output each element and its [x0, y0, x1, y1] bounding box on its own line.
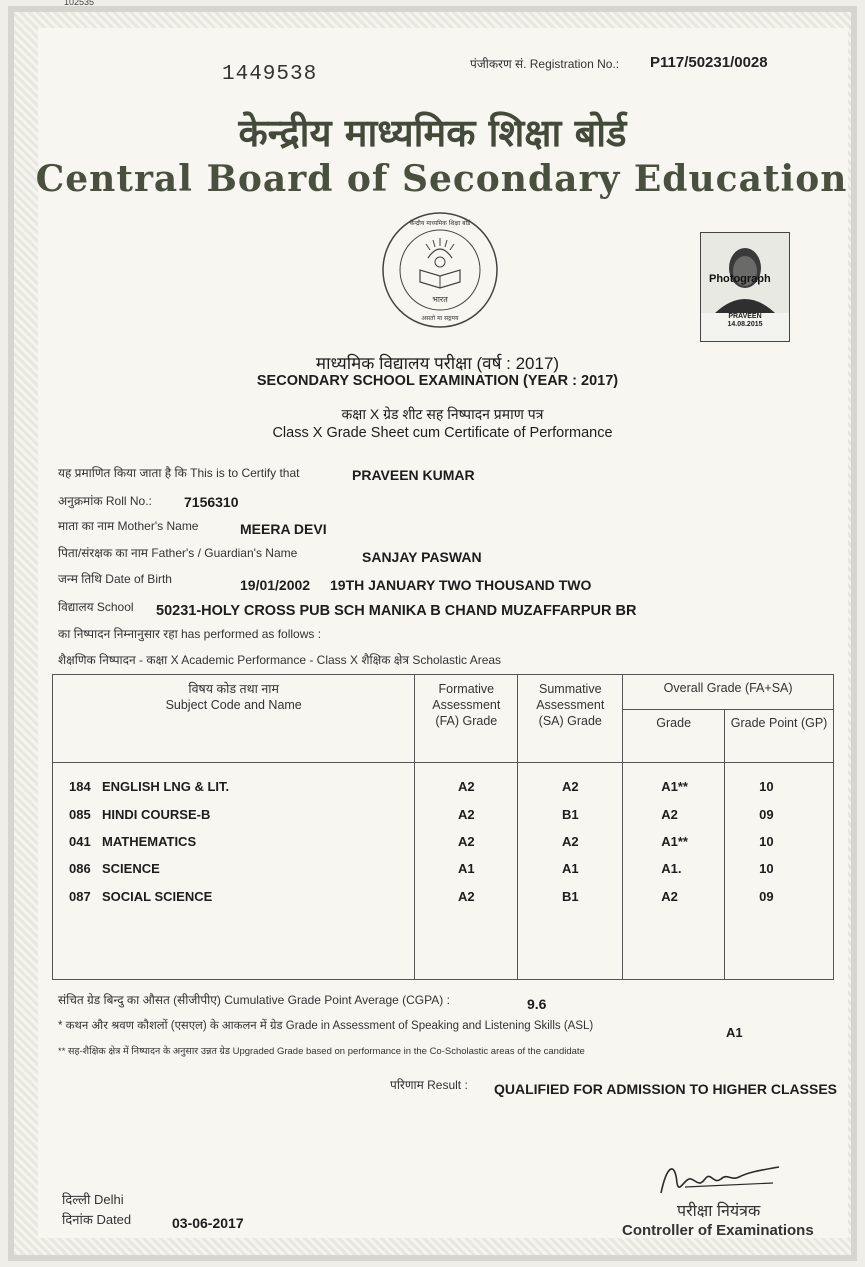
subject-header-hindi: विषय कोड तथा नाम	[188, 682, 279, 696]
registration-number: P117/50231/0028	[650, 54, 768, 71]
mother-name: MEERA DEVI	[240, 521, 327, 537]
sa-grade-cell	[518, 882, 623, 910]
sa-grade-cell	[518, 772, 623, 800]
grade-header: Grade	[623, 710, 725, 763]
subject-code-cell	[53, 800, 415, 828]
place-block	[62, 1190, 124, 1208]
fa-grade-cell	[415, 772, 518, 800]
grade-point: 10	[759, 778, 774, 794]
grade-row	[53, 882, 834, 910]
subject-code: 085	[69, 806, 91, 822]
empty-cell	[518, 910, 623, 979]
empty-cell	[53, 762, 415, 772]
grade-row	[53, 828, 834, 854]
overall-grade-cell	[623, 854, 725, 882]
empty-cell	[725, 910, 834, 979]
controller-title-english: Controller of Examinations	[622, 1222, 814, 1239]
cbse-seal-icon	[380, 210, 500, 330]
certificate-title-hindi: कक्षा X ग्रेड शीट सह निष्पादन प्रमाण पत्र	[341, 406, 544, 422]
subject-code: 184	[69, 778, 91, 794]
sa-grade: A2	[561, 833, 579, 849]
certify-label: यह प्रमाणित किया जाता है कि This is to Certify that	[58, 466, 300, 480]
grade-row	[53, 800, 834, 828]
roll-label: अनुक्रमांक Roll No.:	[58, 494, 152, 508]
grade-row	[53, 854, 834, 882]
result-label: परिणाम Result :	[390, 1078, 468, 1092]
sa-grade-cell	[518, 800, 623, 828]
subject-name: SOCIAL SCIENCE	[102, 888, 213, 904]
overall-header: Overall Grade (FA+SA)	[623, 675, 834, 710]
subject-code: 087	[69, 888, 91, 904]
cgpa-label: संचित ग्रेड बिन्दु का औसत (सीजीपीए) Cumulative Grade Point Average (CGPA) :	[58, 993, 450, 1007]
empty-cell	[518, 762, 623, 772]
overall-grade-cell	[623, 828, 725, 854]
table-filler-row	[53, 910, 834, 979]
certificate-title-english: Class X Grade Sheet cum Certificate of Performance	[272, 425, 613, 441]
subject-code-cell	[53, 772, 415, 800]
overall-grade-cell	[623, 772, 725, 800]
fa-grade-cell	[415, 800, 518, 828]
school-label: विद्यालय School	[58, 600, 134, 614]
sa-header: Summative Assessment (SA) Grade	[518, 675, 623, 763]
grades-body	[53, 762, 834, 979]
grade-row	[53, 772, 834, 800]
photo-date: 14.08.2015	[727, 321, 763, 328]
controller-signature-icon	[655, 1155, 785, 1203]
empty-cell	[623, 762, 725, 772]
grade-point: 10	[759, 833, 774, 849]
sa-grade: A2	[561, 778, 579, 794]
result-value: QUALIFIED FOR ADMISSION TO HIGHER CLASSES	[494, 1081, 838, 1097]
father-label: पिता/संरक्षक का नाम Father's / Guardian's Name	[58, 546, 298, 560]
registration-label: पंजीकरण सं. Registration No.:	[470, 57, 620, 71]
fa-header: Formative Assessment (FA) Grade	[415, 675, 518, 763]
grade-point-cell	[725, 828, 834, 854]
grades-table	[52, 674, 834, 980]
sa-grade: A1	[561, 860, 579, 876]
upgraded-grade-note: ** सह-शैक्षिक क्षेत्र में निष्पादन के अनुसार उन्नत ग्रेड Upgraded Grade based on performance in the Co-Scholastic areas of the candidate	[58, 1046, 585, 1057]
fa-grade-cell	[415, 882, 518, 910]
gp-header: Grade Point (GP)	[725, 710, 834, 763]
fa-grade: A2	[458, 888, 475, 904]
place-english: Delhi	[93, 1192, 124, 1207]
fa-grade: A2	[458, 778, 475, 794]
cgpa-value: 9.6	[527, 996, 547, 1012]
performed-label: का निष्पादन निम्नानुसार रहा has performed as follows :	[58, 627, 322, 641]
grade-point: 09	[759, 806, 774, 822]
overall-grade: A1**	[661, 778, 688, 794]
subject-code: 041	[69, 833, 91, 849]
sa-grade-cell	[518, 854, 623, 882]
top-code: 102535	[64, 0, 95, 7]
subject-code: 086	[69, 860, 91, 876]
subject-name: HINDI COURSE-B	[102, 806, 211, 822]
table-spacer-row	[53, 762, 834, 772]
board-title-english: Central Board of Secondary Education	[35, 158, 848, 200]
overall-grade: A2	[661, 806, 678, 822]
photo-caption	[701, 313, 789, 329]
seal-center-text: भारत	[432, 295, 448, 304]
dob-label: जन्म तिथि Date of Birth	[58, 572, 172, 586]
seal-bottom-text: असतो मा सद्गमय	[421, 315, 459, 322]
empty-cell	[53, 910, 415, 979]
empty-cell	[415, 910, 518, 979]
empty-cell	[623, 910, 725, 979]
board-title-hindi: केन्द्रीय माध्यमिक शिक्षा बोर्ड	[238, 110, 627, 155]
overall-grade: A2	[661, 888, 678, 904]
photo-name: PRAVEEN	[728, 313, 762, 320]
place-hindi: दिल्ली	[62, 1192, 91, 1207]
academic-heading: शैक्षणिक निष्पादन - कक्षा X Academic Performance - Class X शैक्षिक क्षेत्र Scholastic Areas	[58, 653, 502, 667]
controller-title-hindi: परीक्षा नियंत्रक	[677, 1203, 761, 1220]
sa-grade: B1	[561, 888, 579, 904]
subject-code-cell	[53, 828, 415, 854]
empty-cell	[415, 762, 518, 772]
subject-code-cell	[53, 882, 415, 910]
grade-point-cell	[725, 854, 834, 882]
fa-grade: A1	[458, 860, 475, 876]
dob-value: 19/01/2002	[240, 577, 311, 593]
grade-point-cell	[725, 772, 834, 800]
photo-watermark: Photograph	[709, 273, 771, 285]
dated-label: दिनांक Dated	[62, 1212, 132, 1227]
overall-grade: A1.	[661, 860, 682, 876]
serial-number: 1449538	[222, 63, 318, 86]
grade-point: 10	[759, 860, 774, 876]
overall-grade: A1**	[661, 833, 688, 849]
dob-words: 19TH JANUARY TWO THOUSAND TWO	[330, 577, 592, 593]
sa-grade-cell	[518, 828, 623, 854]
asl-value: A1	[726, 1025, 743, 1040]
grade-point-cell	[725, 882, 834, 910]
exam-title-hindi: माध्यमिक विद्यालय परीक्षा (वर्ष : 2017)	[315, 354, 560, 373]
fa-grade: A2	[458, 833, 475, 849]
subject-name: SCIENCE	[102, 860, 160, 876]
fa-grade: A2	[458, 806, 475, 822]
overall-grade-cell	[623, 882, 725, 910]
grade-point: 09	[759, 888, 774, 904]
subject-code-cell	[53, 854, 415, 882]
overall-grade-cell	[623, 800, 725, 828]
empty-cell	[725, 762, 834, 772]
grade-point-cell	[725, 800, 834, 828]
sa-grade: B1	[561, 806, 579, 822]
father-name: SANJAY PASWAN	[362, 549, 482, 565]
dated-value: 03-06-2017	[172, 1215, 244, 1231]
roll-number: 7156310	[184, 494, 239, 510]
subject-name: MATHEMATICS	[102, 833, 197, 849]
subject-header-english: Subject Code and Name	[165, 698, 302, 712]
fa-grade-cell	[415, 828, 518, 854]
student-name: PRAVEEN KUMAR	[352, 467, 475, 483]
subject-name: ENGLISH LNG & LIT.	[102, 778, 230, 794]
school-name: 50231-HOLY CROSS PUB SCH MANIKA B CHAND MUZAFFARPUR BR	[156, 603, 637, 619]
mother-label: माता का नाम Mother's Name	[58, 519, 199, 533]
seal-top-text: केन्द्रीय माध्यमिक शिक्षा बोर्ड	[409, 220, 471, 227]
subject-header	[53, 675, 415, 763]
asl-label: * कथन और श्रवण कौशलों (एसएल) के आकलन में ग्रेड Grade in Assessment of Speaking and Listening Skills (ASL)	[58, 1020, 594, 1032]
fa-grade-cell	[415, 854, 518, 882]
exam-title-english: SECONDARY SCHOOL EXAMINATION (YEAR : 2017)	[256, 373, 619, 389]
student-photograph	[700, 232, 790, 342]
